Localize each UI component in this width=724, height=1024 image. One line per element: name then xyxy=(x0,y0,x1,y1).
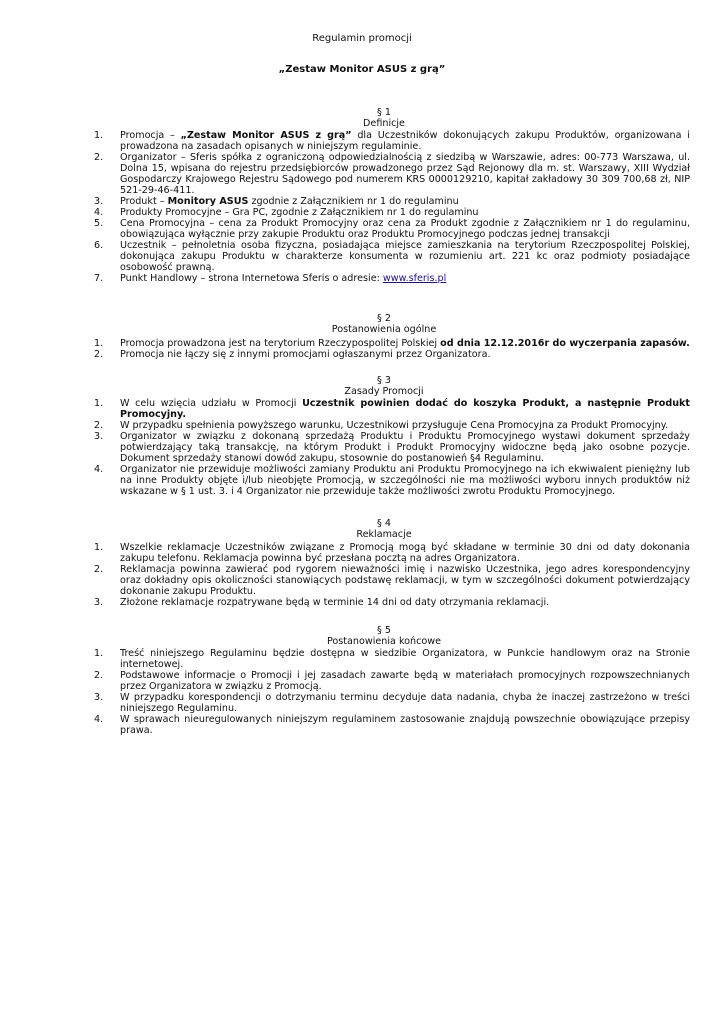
section-3-list xyxy=(94,398,690,497)
list-item: 1. Promocja prowadzona jest na terytorium Rzeczypospolitej Polskiej od dnia 12.12.2016r do wyczerpania zapasów. xyxy=(94,338,690,349)
item-number: 4. xyxy=(94,207,104,218)
item-number: 2. xyxy=(94,349,104,360)
item-number: 1. xyxy=(94,398,104,409)
list-item: 3. W przypadku korespondencji o dotrzymaniu terminu decyduje data nadania, chyba że inaczej zastrzeżono w treści niniejszego Regulaminu. xyxy=(94,692,690,714)
item-number: 1. xyxy=(94,338,104,349)
section-5-header xyxy=(0,625,724,647)
item-number: 1. xyxy=(94,130,104,141)
list-item: 1. Wszelkie reklamacje Uczestników związane z Promocją mogą być składane w terminie 30 dni od daty dokonania zakupu telefonu. Reklamacja powinna być przesłana pocztą na adres Organizatora. xyxy=(94,542,690,564)
section-heading: Postanowienia końcowe xyxy=(326,636,442,647)
list-item: 1. Promocja – „Zestaw Monitor ASUS z grą” dla Uczestników dokonujących zakupu Produktów, organizowana i prowadzona na zasadach opisanych w niniejszym regulaminie. xyxy=(94,130,690,152)
section-2-list xyxy=(94,338,690,360)
section-heading: Zasady Promocji xyxy=(344,386,424,397)
section-3-header xyxy=(0,375,724,397)
list-item: 1. Treść niniejszego Regulaminu będzie dostępna w siedzibie Organizatora, w Punkcie handlowym oraz na Stronie internetowej. xyxy=(94,648,690,670)
section-mark: § 3 xyxy=(377,375,391,386)
list-item: 6. Uczestnik – pełnoletnia osoba fizyczna, posiadająca miejsce zamieszkania na terytorium Rzeczpospolitej Polskiej, dokonująca zakupu Produktu w charakterze konsumenta w rozumieniu art. 221 kc oraz podmioty posiadające osobowość prawną. xyxy=(94,240,690,273)
item-number: 1. xyxy=(94,648,104,659)
section-1-list xyxy=(94,130,690,284)
section-mark: § 2 xyxy=(377,313,391,324)
item-number: 2. xyxy=(94,564,104,575)
list-item: 3. Produkt – Monitory ASUS zgodnie z Załącznikiem nr 1 do regulaminu xyxy=(94,196,459,207)
item-number: 5. xyxy=(94,218,104,229)
list-item: 3. Złożone reklamacje rozpatrywane będą w terminie 14 dni od daty otrzymania reklamacji. xyxy=(94,597,550,608)
section-2-header xyxy=(0,313,724,335)
list-item: 4. Organizator nie przewiduje możliwości zamiany Produktu ani Produktu Promocyjnego na ich ekwiwalent pieniężny lub na inne Produkty objęte i/lub nieobjęte Promocją, w szczególności nie ma możliwości wyboru innych produktów niż wskazane w § 1 ust. 3. i 4 Organizator nie przewiduje także możliwości zwrotu Produktu Promocyjnego. xyxy=(94,464,690,497)
section-4-list xyxy=(94,542,690,608)
list-item: 4. Produkty Promocyjne – Gra PC, zgodnie z Załącznikiem nr 1 do regulaminu xyxy=(94,207,479,218)
list-item: 2. Organizator – Sferis spółka z ograniczoną odpowiedzialnością z siedzibą w Warszawie, adres: 00-773 Warszawa, ul. Dolna 15, wpisana do rejestru przedsiębiorców prowadzonego przez Sąd Rejonowy dla m. st. Warszawy, XIII Wydział Gospodarczy Krajowego Rejestru Sądowego pod numerem KRS 0000129210, kapitał zakładowy 30 309 700,68 zł, NIP 521-29-46-411. xyxy=(94,152,690,196)
item-number: 3. xyxy=(94,431,104,442)
list-item: 3. Organizator w związku z dokonaną sprzedażą Produktu i Produktu Promocyjnego wystawi dokument sprzedaży potwierdzający taką transakcję, na którym Produkt i Produkt Promocyjny widoczne będą jako osobne pozycje. Dokument sprzedaży stanowi dowód zakupu, stosownie do postanowień §4 Regulaminu. xyxy=(94,431,690,464)
item-number: 4. xyxy=(94,714,104,725)
website-link[interactable]: www.sferis.pl xyxy=(382,273,447,284)
item-number: 3. xyxy=(94,597,104,608)
list-item: 1. W celu wzięcia udziału w Promocji Uczestnik powinien dodać do koszyka Produkt, a następnie Produkt Promocyjny. xyxy=(94,398,690,420)
item-number: 7. xyxy=(94,273,104,284)
list-item: 2. W przypadku spełnienia powyższego warunku, Uczestnikowi przysługuje Cena Promocyjna za Produkt Promocyjny. xyxy=(94,420,669,431)
item-number: 1. xyxy=(94,542,104,553)
list-item: 2. Promocja nie łączy się z innymi promocjami ogłaszanymi przez Organizatora. xyxy=(94,349,491,360)
item-number: 6. xyxy=(94,240,104,251)
item-number: 4. xyxy=(94,464,104,475)
promotion-name: „Zestaw Monitor ASUS z grą” xyxy=(278,64,446,75)
section-mark: § 1 xyxy=(377,107,391,118)
item-number: 2. xyxy=(94,670,104,681)
section-1-header xyxy=(0,107,724,129)
section-heading: Postanowienia ogólne xyxy=(331,324,437,335)
item-number: 2. xyxy=(94,420,104,431)
item-number: 3. xyxy=(94,692,104,703)
section-mark: § 4 xyxy=(377,518,391,529)
section-heading: Reklamacje xyxy=(356,529,412,540)
section-mark: § 5 xyxy=(377,625,391,636)
section-4-header xyxy=(0,518,724,540)
list-item: 5. Cena Promocyjna – cena za Produkt Promocyjny oraz cena za Produkt zgodnie z Załącznikiem nr 1 do regulaminu, obowiązująca wyłącznie przy zakupie Produktu oraz Produktu Promocyjnego podczas jednej transakcji xyxy=(94,218,690,240)
item-number: 2. xyxy=(94,152,104,163)
section-heading: Definicje xyxy=(363,118,405,129)
list-item: 2. Reklamacja powinna zawierać pod rygorem nieważności imię i nazwisko Uczestnika, jego adres korespondencyjny oraz dokładny opis okoliczności stanowiących podstawę reklamacji, w tym w szczególności dokument potwierdzający dokonanie zakupu Produktu. xyxy=(94,564,690,597)
list-item: 4. W sprawach nieuregulowanych niniejszym regulaminem zastosowanie znajdują powszechnie obowiązujące przepisy prawa. xyxy=(94,714,690,736)
section-5-list xyxy=(94,648,690,736)
list-item: 7. Punkt Handlowy – strona Internetowa Sferis o adresie: www.sferis.pl xyxy=(94,273,447,284)
item-number: 3. xyxy=(94,196,104,207)
list-item: 2. Podstawowe informacje o Promocji i jej zasadach zawarte będą w materiałach promocyjnych rozpowszechnianych przez Organizatora w związku z Promocją. xyxy=(94,670,690,692)
document-title: Regulamin promocji xyxy=(312,33,412,44)
